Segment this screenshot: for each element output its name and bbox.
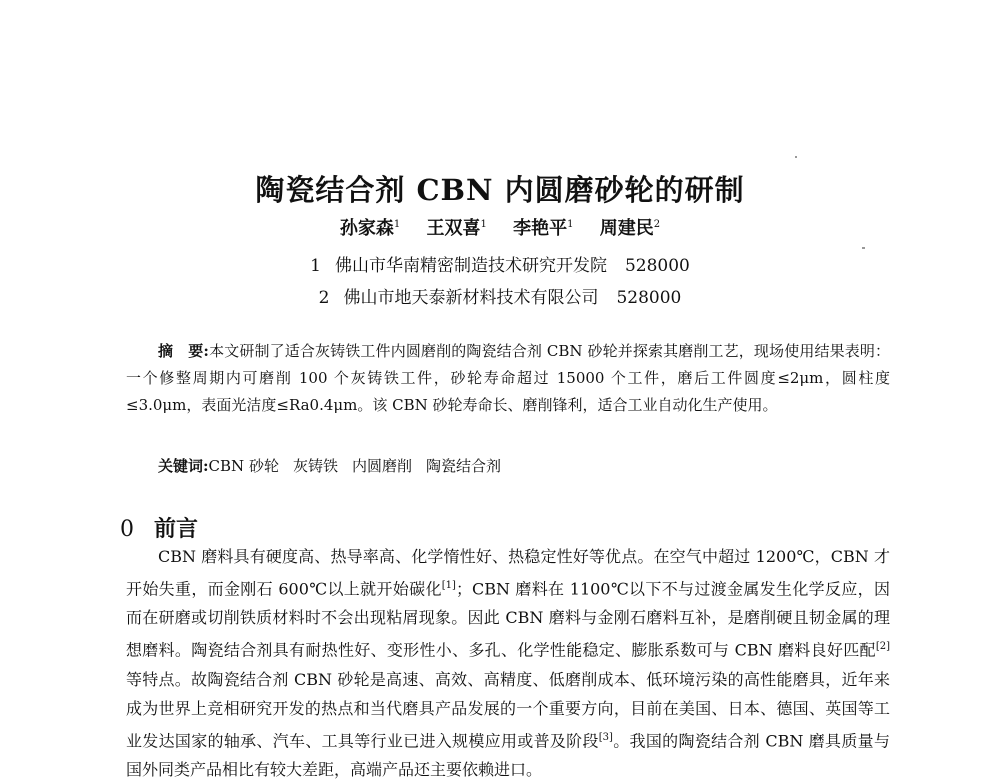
keyword: CBN 砂轮	[208, 457, 279, 475]
keyword: 灰铸铁	[292, 457, 338, 475]
abstract-label: 摘 要:	[158, 342, 209, 360]
abstract-text: 本文研制了适合灰铸铁工件内圆磨削的陶瓷结合剂 CBN 砂轮并探索其磨削工艺，现场使用结果表明：一个修整周期内可磨削 100 个灰铸铁工件，砂轮寿命超过 15000 个工件，磨后工件圆度≤2μm，圆柱度≤3.0μm，表面光洁度≤Ra0.4μm。该 CBN 砂轮寿命长、磨削锋利，适合工业自动化生产使用。	[126, 342, 890, 414]
citation: [1]	[441, 580, 456, 591]
paper-title: 陶瓷结合剂 CBN 内圆磨砂轮的研制	[255, 173, 745, 207]
scan-speck	[862, 247, 865, 249]
section-heading	[120, 512, 198, 543]
scan-speck	[795, 156, 797, 158]
keyword: 陶瓷结合剂	[425, 457, 501, 475]
section-title: 前言	[154, 516, 199, 542]
citation: [3]	[598, 731, 613, 743]
abstract	[126, 338, 890, 419]
author: 孙家森$^1$	[339, 218, 401, 239]
section-number: 0	[120, 517, 134, 542]
keywords	[158, 455, 515, 476]
author-list	[0, 214, 1000, 240]
body-text: CBN 磨料具有硬度高、热导率高、化学惰性好、热稳定性好等优点。在空气中超过 1200℃，CBN 才开始失重，而金刚石 600℃以上就开始碳化[1]；CBN 磨料在 1100℃以下不与过渡金属发生化学反应，因而在研磨或切削铁质材料时不会出现粘屑现象。因此 CBN 磨料与金刚石磨料互补，是磨削硬且韧金属的理想磨料。陶瓷结合剂具有耐热性好、变形性小、多孔、化学性能稳定、膨胀系数可与 CBN 磨料良好匹配[2]等特点。故陶瓷结合剂 CBN 砂轮是高速、高效、高精度、低磨削成本、低环境污染的高性能磨具，近年来成为世界上竞相研究开发的热点和当代磨具产品发展的一个重要方向，目前在美国、日本、德国、英国等工业发达国家的轴承、汽车、工具等行业已进入规模应用或普及阶段[3]。我国的陶瓷结合剂 CBN 磨具质量与国外同类产品相比有较大差距，高端产品还主要依赖进口。	[126, 547, 890, 779]
keywords-label: 关键词:	[158, 457, 209, 475]
author: 周建民$^2$	[599, 218, 661, 239]
keyword: 内圆磨削	[351, 457, 412, 475]
author: 王双喜$^1$	[426, 218, 487, 239]
citation: [2]	[875, 641, 890, 653]
affiliation: 2 佛山市地天泰新材料技术有限公司 528000	[318, 288, 682, 308]
author: 李艳平$^1$	[513, 218, 574, 239]
affiliation: 1 佛山市华南精密制造技术研究开发院 528000	[310, 256, 690, 276]
